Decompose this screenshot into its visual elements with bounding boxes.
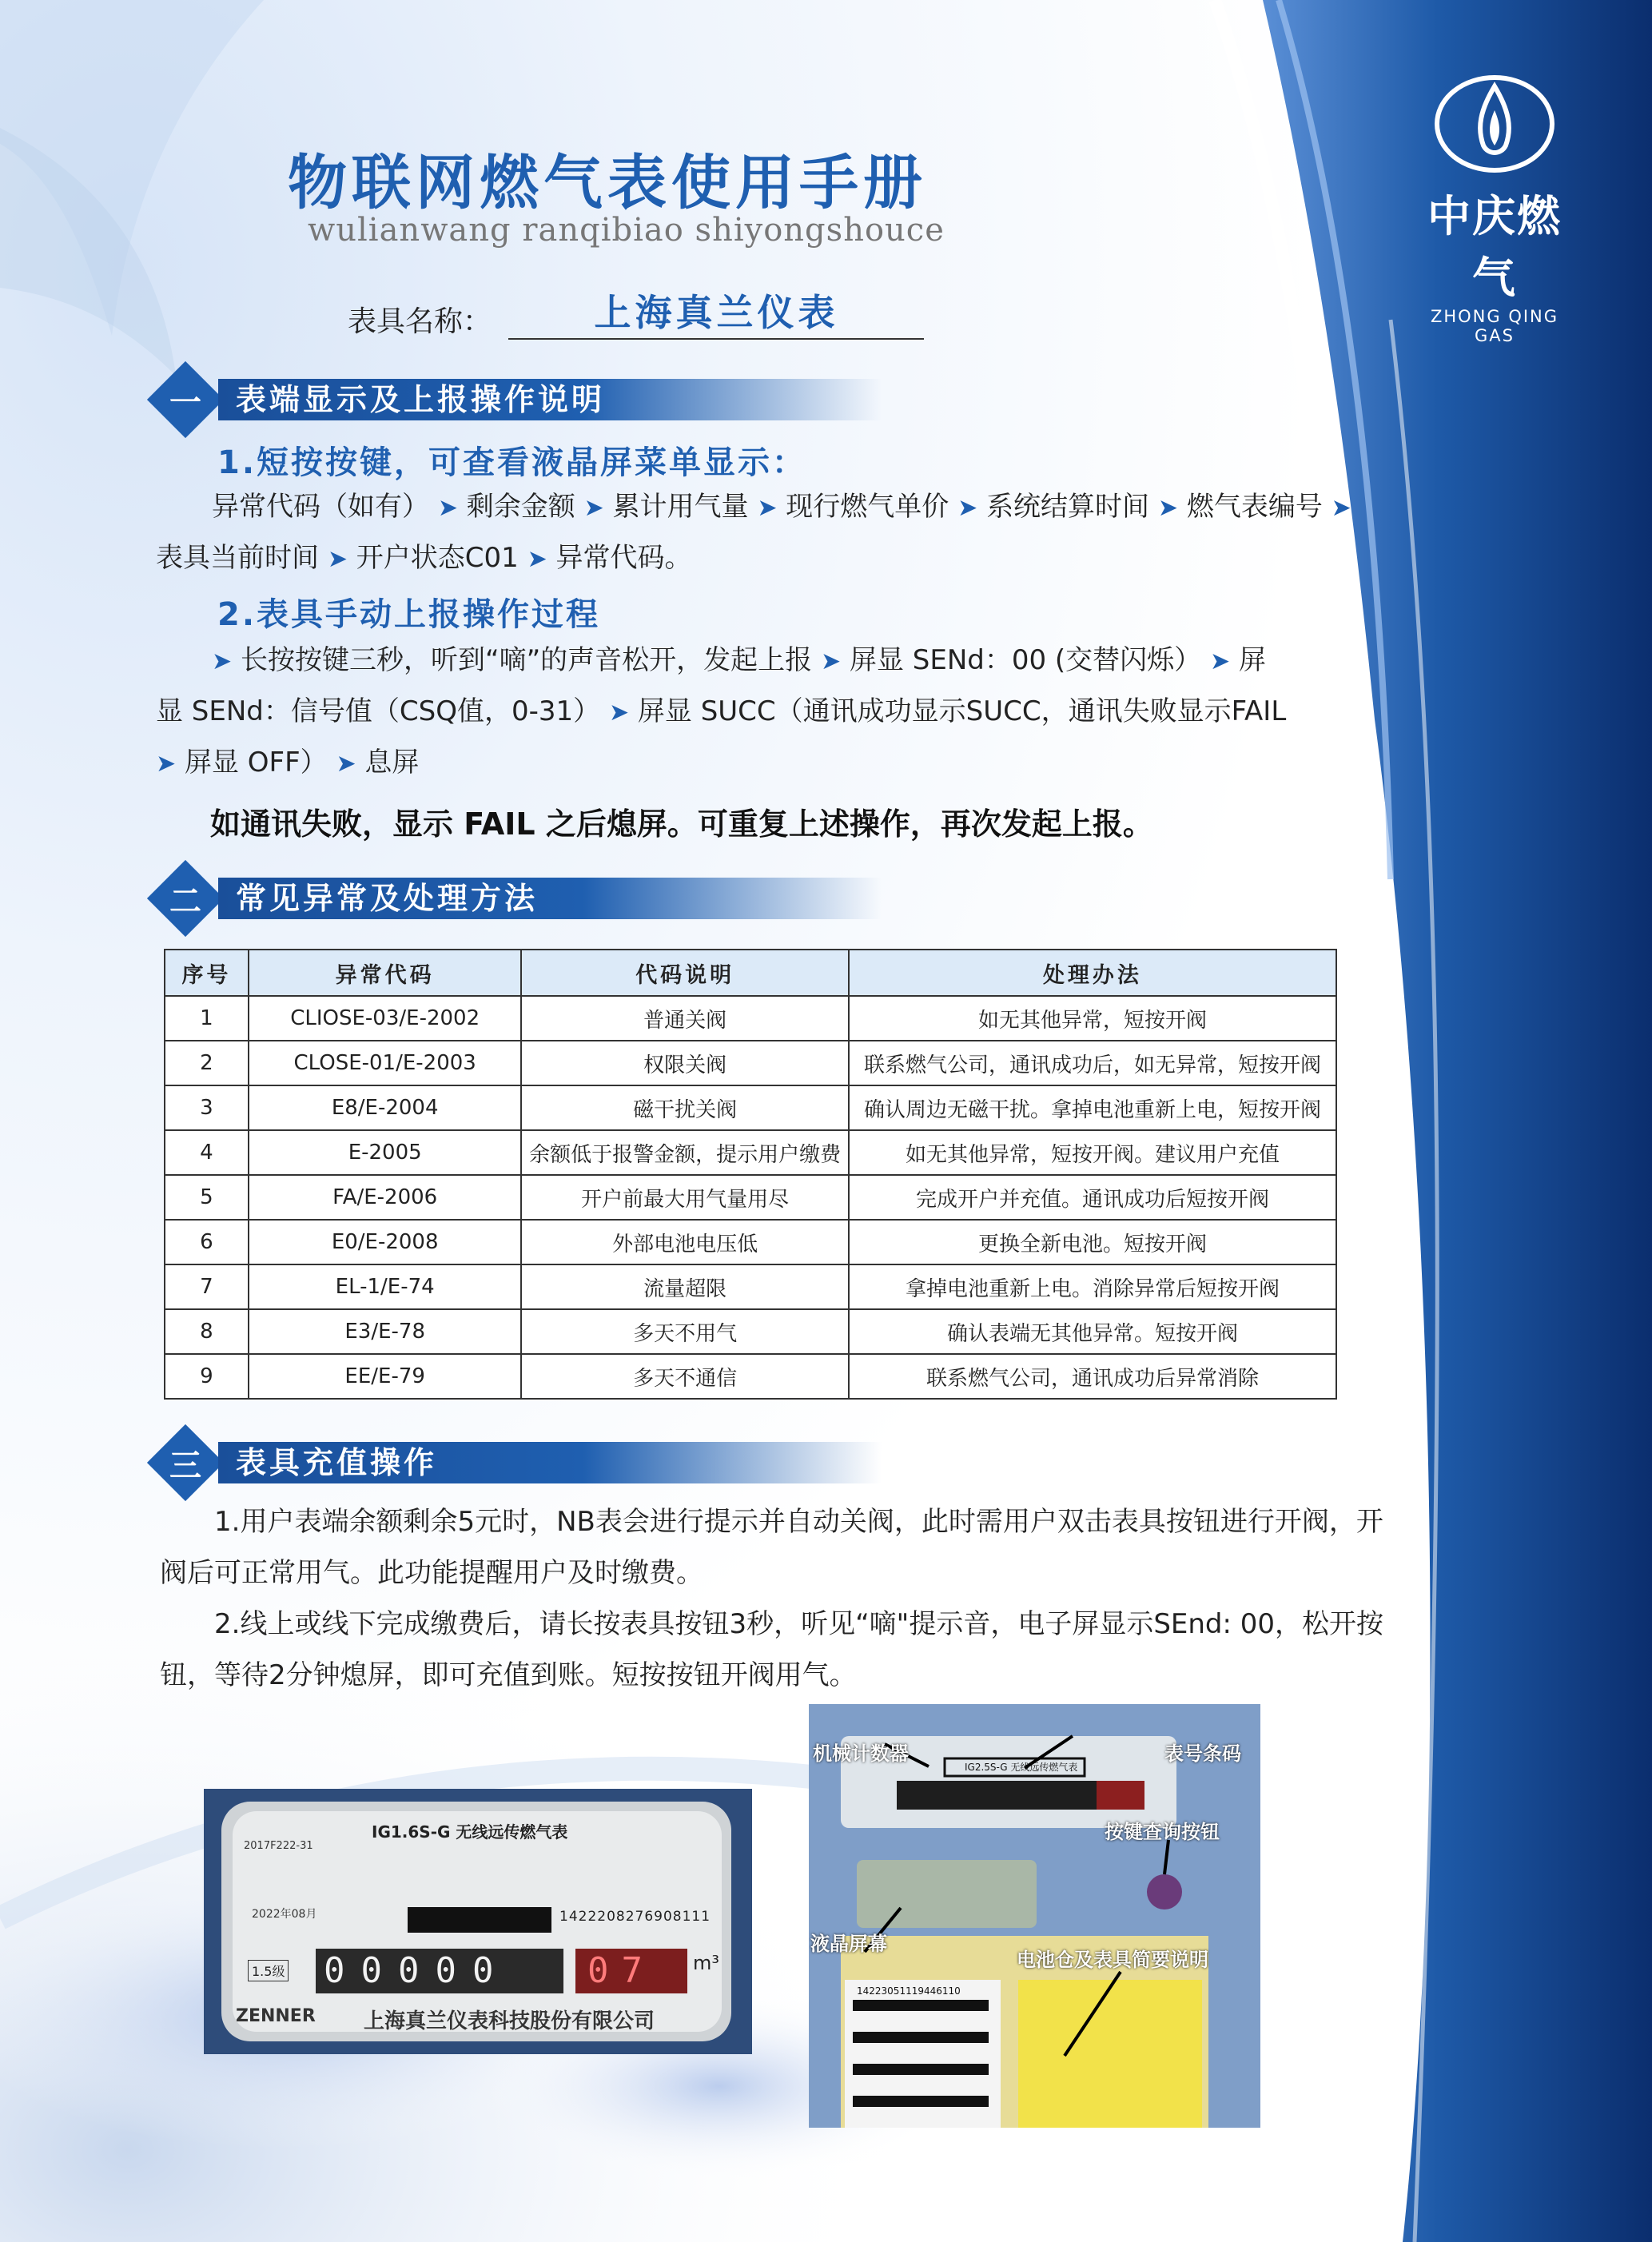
- arrow-right-icon: ➤: [437, 494, 458, 522]
- section-1-subtitle-2: 2.表具手动上报操作过程: [217, 596, 601, 633]
- table-cell: EE/E-79: [249, 1354, 522, 1399]
- report-step: 屏显 OFF）: [184, 747, 328, 779]
- error-code-table: [164, 949, 1337, 1400]
- table-cell: 5: [165, 1175, 249, 1220]
- menu-item: 燃气表编号: [1186, 491, 1323, 523]
- column-header: 代码说明: [521, 950, 848, 996]
- table-row: [165, 1264, 1336, 1309]
- table-cell: 如无其他异常，短按开阀。建议用户充值: [849, 1130, 1336, 1175]
- logo-text-cn: 中庆燃气: [1427, 190, 1562, 303]
- arrow-right-icon: ➤: [1157, 494, 1179, 522]
- table-cell: 确认周边无磁干扰。拿掉电池重新上电，短按开阀: [849, 1085, 1336, 1130]
- meter-model: IG1.6S-G 无线远传燃气表: [372, 1822, 568, 1842]
- table-row: [165, 1041, 1336, 1085]
- meter-company: 上海真兰仪表科技股份有限公司: [364, 2009, 655, 2033]
- table-cell: 8: [165, 1309, 249, 1354]
- meter-name-label: 表具名称：: [348, 305, 492, 338]
- table-cell: 1: [165, 996, 249, 1041]
- section-1-number: 一: [147, 361, 224, 438]
- table-cell: 余额低于报警金额，提示用户缴费: [521, 1130, 848, 1175]
- table-cell: 2: [165, 1041, 249, 1085]
- table-cell: 普通关阀: [521, 996, 848, 1041]
- meter-name-value: 上海真兰仪表: [508, 284, 924, 340]
- report-step: 长按按键三秒，听到“嘀”的声音松开，发起上报: [240, 644, 813, 676]
- table-cell: 拿掉电池重新上电。消除异常后短按开阀: [849, 1264, 1336, 1309]
- meter-brand: ZENNER: [236, 2006, 316, 2026]
- arrow-right-icon: ➤: [336, 750, 356, 778]
- menu-item: 异常代码（如有）: [212, 491, 429, 523]
- flame-logo-icon: [1431, 72, 1558, 176]
- section-1-subtitle-1: 1.短按按键，可查看液晶屏菜单显示：: [217, 444, 807, 481]
- arrow-right-icon: ➤: [527, 545, 547, 573]
- column-header: 处理办法: [849, 950, 1336, 996]
- arrow-right-icon: ➤: [583, 494, 604, 522]
- table-cell: E-2005: [249, 1130, 522, 1175]
- table-cell: 多天不通信: [521, 1354, 848, 1399]
- table-cell: 3: [165, 1085, 249, 1130]
- barcode-text: 14223051119446110: [857, 1985, 961, 1997]
- table-header-row: [165, 950, 1336, 996]
- meter-labeled-photo: [809, 1704, 1260, 2128]
- page-title: 物联网燃气表使用手册: [288, 149, 927, 217]
- section-3-title-bar: [218, 1442, 882, 1483]
- report-step: 屏显 SENd：00 (交替闪烁）: [849, 644, 1202, 676]
- table-row: [165, 1130, 1336, 1175]
- arrow-right-icon: ➤: [957, 494, 978, 522]
- menu-item: 累计用气量: [612, 491, 749, 523]
- arrow-right-icon: ➤: [156, 750, 177, 778]
- company-logo: [1415, 72, 1574, 345]
- plate-model: IG2.5S-G 无线远传燃气表: [965, 1762, 1078, 1773]
- table-cell: 联系燃气公司，通讯成功后异常消除: [849, 1354, 1336, 1399]
- table-cell: 4: [165, 1130, 249, 1175]
- menu-item: 开户状态C01: [356, 542, 519, 574]
- table-row: [165, 1085, 1336, 1130]
- meter-cert: 2017F222-31: [244, 1840, 313, 1852]
- recharge-paragraph-2: 2.线上或线下完成缴费后，请长按表具按钮3秒，听见“嘀"提示音，电子屏显示SEnd: 00，松开按钮，等待2分钟熄屏，即可充值到账。短按按钮开阀用气。: [160, 1608, 1384, 1691]
- arrow-right-icon: ➤: [327, 545, 348, 573]
- table-cell: 多天不用气: [521, 1309, 848, 1354]
- label-battery: 电池仓及表具简要说明: [1017, 1949, 1208, 1971]
- section-3-number: 三: [147, 1424, 224, 1501]
- label-query-button: 按键查询按钮: [1105, 1821, 1220, 1843]
- table-row: [165, 996, 1336, 1041]
- arrow-right-icon: ➤: [1331, 494, 1351, 522]
- meter-front-photo: [204, 1789, 752, 2054]
- report-steps: [156, 635, 1291, 789]
- table-cell: 6: [165, 1220, 249, 1264]
- recharge-paragraph-1: 1.用户表端余额剩余5元时，NB表会进行提示并自动关阀，此时需用户双击表具按钮进行开阀，开阀后可正常用气。此功能提醒用户及时缴费。: [160, 1506, 1383, 1589]
- section-1-title-bar: [218, 379, 882, 420]
- menu-item: 异常代码。: [555, 542, 692, 574]
- table-cell: 流量超限: [521, 1264, 848, 1309]
- table-cell: 外部电池电压低: [521, 1220, 848, 1264]
- report-failure-note: 如通讯失败，显示 FAIL 之后熄屏。可重复上述操作，再次发起上报。: [210, 806, 1153, 842]
- column-header: 异常代码: [249, 950, 522, 996]
- meter-serial: 1422208276908111: [559, 1909, 711, 1925]
- menu-item: 现行燃气单价: [786, 491, 949, 523]
- arrow-right-icon: ➤: [212, 647, 233, 675]
- table-cell: 7: [165, 1264, 249, 1309]
- report-step: 屏显 SENd：信号值（CSQ值，0-31）: [156, 644, 1266, 727]
- table-row: [165, 1354, 1336, 1399]
- table-cell: E3/E-78: [249, 1309, 522, 1354]
- table-cell: FA/E-2006: [249, 1175, 522, 1220]
- table-cell: 9: [165, 1354, 249, 1399]
- arrow-right-icon: ➤: [1210, 647, 1231, 675]
- arrow-right-icon: ➤: [757, 494, 778, 522]
- table-row: [165, 1175, 1336, 1220]
- table-cell: CLOSE-01/E-2003: [249, 1041, 522, 1085]
- table-cell: EL-1/E-74: [249, 1264, 522, 1309]
- menu-item: 系统结算时间: [986, 491, 1150, 523]
- table-cell: E8/E-2004: [249, 1085, 522, 1130]
- arrow-right-icon: ➤: [821, 647, 842, 675]
- table-cell: 更换全新电池。短按开阀: [849, 1220, 1336, 1264]
- table-cell: E0/E-2008: [249, 1220, 522, 1264]
- section-3-title: 表具充值操作: [236, 1445, 438, 1480]
- report-step: 息屏: [364, 747, 420, 779]
- logo-text-en: ZHONG QING GAS: [1430, 307, 1559, 345]
- page-title-pinyin: wulianwang ranqibiao shiyongshouce: [308, 212, 945, 249]
- table-cell: 权限关阀: [521, 1041, 848, 1085]
- section-2-title-bar: [218, 878, 882, 919]
- section-2-title: 常见异常及处理方法: [236, 881, 539, 916]
- meter-grade: 1.5级: [248, 1960, 289, 1981]
- table-cell: 完成开户并充值。通讯成功后短按开阀: [849, 1175, 1336, 1220]
- label-meter-barcode: 表号条码: [1164, 1742, 1241, 1765]
- meter-name-row: [348, 284, 924, 340]
- meter-counter-red: 07: [587, 1950, 655, 1991]
- table-cell: 开户前最大用气量用尽: [521, 1175, 848, 1220]
- menu-item: 剩余金额: [466, 491, 575, 523]
- table-cell: 磁干扰关阀: [521, 1085, 848, 1130]
- table-cell: 确认表端无其他异常。短按开阀: [849, 1309, 1336, 1354]
- table-cell: CLIOSE-03/E-2002: [249, 996, 522, 1041]
- meter-counter-digits: 00000: [324, 1950, 510, 1991]
- label-lcd: 液晶屏幕: [810, 1933, 887, 1955]
- section-1-title: 表端显示及上报操作说明: [236, 382, 606, 417]
- label-mech-counter: 机械计数器: [813, 1742, 909, 1765]
- menu-item: 表具当前时间: [156, 542, 319, 574]
- table-row: [165, 1309, 1336, 1354]
- table-cell: 如无其他异常，短按开阀: [849, 996, 1336, 1041]
- table-cell: 联系燃气公司，通讯成功后，如无异常，短按开阀: [849, 1041, 1336, 1085]
- section-2-number: 二: [147, 860, 224, 937]
- column-header: 序号: [165, 950, 249, 996]
- report-step: 屏显 SUCC（通讯成功显示SUCC，通讯失败显示FAIL: [637, 695, 1287, 727]
- meter-unit: m³: [693, 1952, 719, 1974]
- arrow-right-icon: ➤: [608, 699, 630, 727]
- table-row: [165, 1220, 1336, 1264]
- meter-date: 2022年08月: [252, 1908, 317, 1921]
- menu-sequence: [156, 482, 1355, 584]
